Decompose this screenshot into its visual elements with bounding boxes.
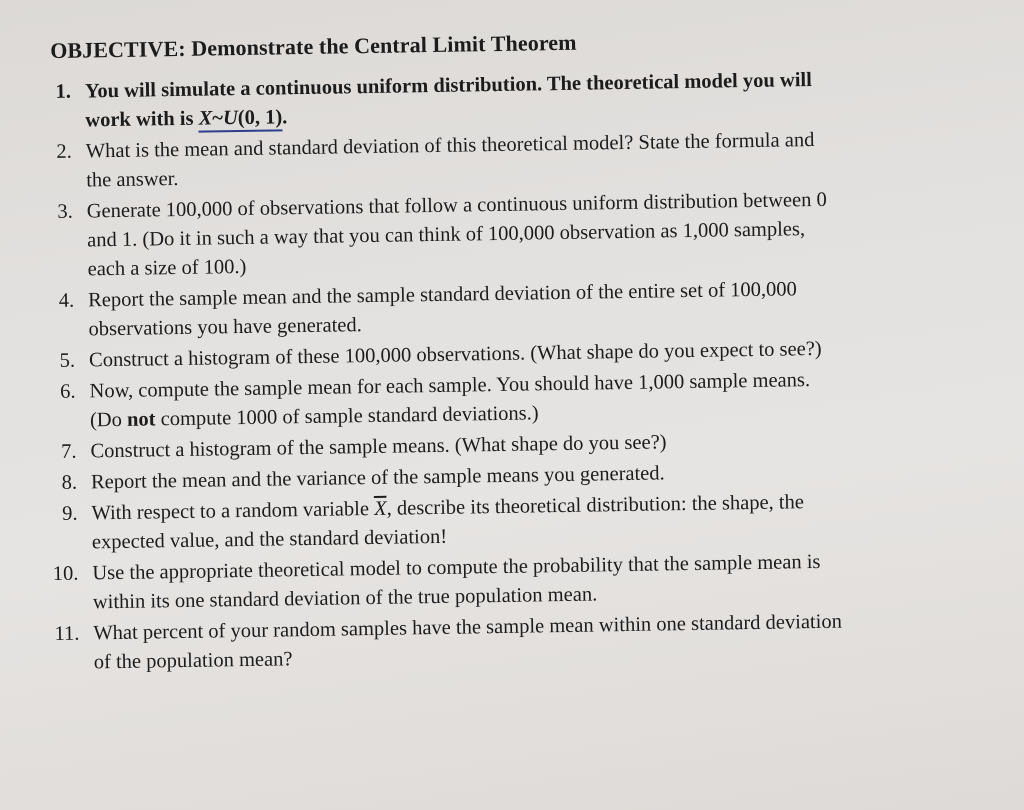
item-number: 9. [61, 502, 78, 525]
item-number: 6. [60, 380, 76, 403]
item-text: (Do [89, 408, 128, 432]
item-text-line: What is the mean and standard deviation of this theoretical model? State the formula and [85, 129, 815, 163]
item-text-line: and 1. (Do it in such a way that you can think of 100,000 observation as 1,000 samples, [87, 218, 806, 252]
item-text: work with is [85, 107, 194, 132]
underlined-formula [198, 106, 282, 132]
item-text-line: Report the sample mean and the sample standard deviation of the entire set of 100,000 [87, 278, 797, 312]
item-text-line: expected value, and the standard deviation! [91, 525, 448, 554]
item-number: 7. [60, 440, 77, 463]
item-text-line: Construct a histogram of the sample means. (What shape do you see?) [90, 431, 667, 463]
x-bar-variable: $\overline{X}$ [373, 497, 387, 520]
item-number: 10. [52, 562, 79, 586]
item-text: With respect to a random variable [91, 497, 375, 525]
item-number: 5. [59, 349, 76, 372]
item-text-line: Now, compute the sample mean for each sample. You should have 1,000 sample means. [89, 369, 811, 403]
emphasis-not: not [126, 408, 156, 431]
item-number: 1. [55, 80, 72, 103]
worksheet [50, 23, 1000, 680]
item-text-line: the answer. [86, 168, 179, 192]
item-text-line: within its one standard deviation of the true population mean. [92, 583, 598, 614]
item-text-line: of the population mean? [93, 648, 293, 674]
item-number: 11. [54, 622, 80, 646]
math-distribution: U [222, 107, 238, 130]
item-text-line: each a size of 100.) [87, 255, 247, 281]
objective-title: Demonstrate the Central Limit Theorem [191, 29, 577, 61]
item-text-line: What percent of your random samples have the sample mean within one standard deviation [93, 610, 843, 645]
list-item [54, 605, 1000, 678]
item-number: 2. [56, 140, 72, 163]
item-text-line: Use the appropriate theoretical model to compute the probability that the sample mean is [92, 550, 821, 585]
item-text-line: You will simulate a continuous uniform distribution. The theoretical model you will [84, 69, 812, 103]
bleed-through-text [70, 0, 770, 30]
item-text-line: Generate 100,000 of observations that follow a continuous uniform distribution between 0 [86, 188, 827, 223]
item-text: , describe its theoretical distribution: the shape, the [386, 491, 805, 520]
math-variable: X [198, 107, 213, 130]
item-text-line: Construct a histogram of these 100,000 observations. (What shape do you expect to see?) [88, 337, 822, 372]
math-tilde: ~ [212, 107, 224, 130]
item-text: compute 1000 of sample standard deviations.) [155, 402, 539, 431]
item-number: 8. [61, 471, 78, 494]
math-end: . [282, 106, 288, 129]
item-text-line: observations you have generated. [88, 314, 362, 341]
objective-label: OBJECTIVE: [50, 35, 186, 63]
question-list [51, 63, 1000, 678]
list-item [53, 183, 994, 285]
item-number: 3. [57, 200, 73, 223]
item-text-line: Report the mean and the variance of the sample means you generated. [90, 462, 665, 494]
item-number: 4. [58, 289, 75, 312]
objective-heading [50, 23, 990, 64]
math-arguments: (0, 1) [237, 106, 283, 130]
